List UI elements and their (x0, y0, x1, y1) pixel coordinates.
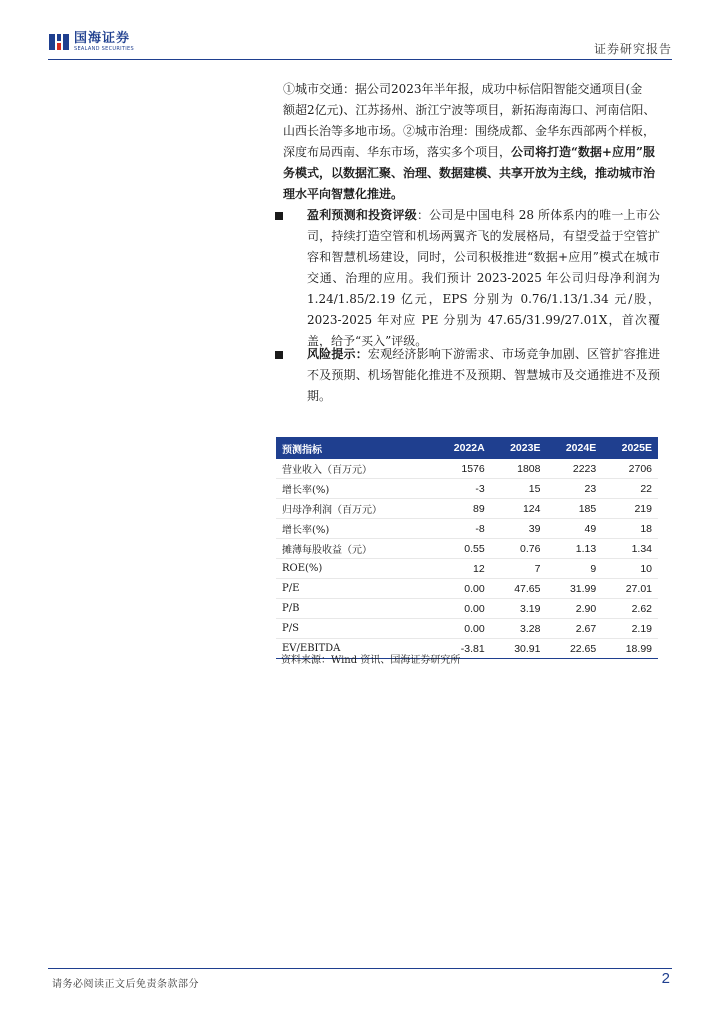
table-header-cell: 2025E (602, 437, 658, 459)
value-cell: 9 (546, 559, 602, 579)
row-label-cell: EV/EBITDA (276, 639, 434, 659)
table-row (276, 599, 658, 619)
value-cell: 3.28 (491, 619, 547, 639)
sealand-logo-icon (48, 31, 70, 53)
row-label-cell: P/B (276, 599, 434, 619)
city-business-paragraph (283, 79, 660, 205)
table-header-cell: 2023E (491, 437, 547, 459)
value-cell: 23 (546, 479, 602, 499)
value-cell: 47.65 (491, 579, 547, 599)
value-cell: 0.00 (434, 619, 491, 639)
value-cell: 1576 (434, 459, 491, 479)
value-cell: 7 (491, 559, 547, 579)
table-row (276, 559, 658, 579)
header-divider (48, 59, 672, 60)
value-cell: -3 (434, 479, 491, 499)
value-cell: 124 (491, 499, 547, 519)
footer-divider (48, 968, 672, 969)
bullet-heading: 风险提示： (307, 347, 368, 361)
table-source-note: 资料来源：Wind 资讯、国海证券研究所 (281, 655, 461, 666)
table-row (276, 619, 658, 639)
value-cell: 2.67 (546, 619, 602, 639)
row-label-cell: P/E (276, 579, 434, 599)
value-cell: 2.90 (546, 599, 602, 619)
row-label-cell: P/S (276, 619, 434, 639)
paragraph-emphasis: 公司将打造“数据+应用”服 (511, 145, 655, 159)
paragraph-emphasis: 务模式，以数据汇聚、治理、数据建模、共享开放为主线，推动城市治 (283, 166, 656, 180)
value-cell: 3.19 (491, 599, 547, 619)
paragraph-emphasis: 理水平向智慧化推进。 (283, 187, 404, 201)
logo-name-cn: 国海证券 (74, 31, 131, 46)
table-row (276, 519, 658, 539)
value-cell: 0.76 (491, 539, 547, 559)
value-cell: 39 (491, 519, 547, 539)
value-cell: 22.65 (546, 639, 602, 659)
page-number: 2 (661, 970, 670, 987)
table-row (276, 479, 658, 499)
row-label-cell: 增长率(%) (276, 519, 434, 539)
value-cell: 0.55 (434, 539, 491, 559)
value-cell: 30.91 (491, 639, 547, 659)
value-cell: 1808 (491, 459, 547, 479)
paragraph-line: 山西长治等多地市场。②城市治理：围绕成都、金华东西部两个样板， (283, 124, 656, 138)
table-row (276, 459, 658, 479)
paragraph-text: 深度布局西南、华东市场，落实多个项目， (283, 145, 512, 159)
bullet-text: 宏观经济影响下游需求、市场竞争加剧、区管扩容推进不及预期、机场智能化推进不及预期、智慧城市及交通推进不及预期。 (307, 347, 660, 403)
brand-logo (48, 31, 134, 53)
value-cell: 1.13 (546, 539, 602, 559)
row-label-cell: ROE(%) (276, 559, 434, 579)
row-label-cell: 营业收入（百万元） (276, 459, 434, 479)
value-cell: 15 (491, 479, 547, 499)
value-cell: 219 (602, 499, 658, 519)
square-bullet-icon (275, 351, 283, 359)
logo-name-en: SEALAND SECURITIES (74, 46, 134, 52)
value-cell: 18.99 (602, 639, 658, 659)
forecast-table (276, 437, 658, 659)
paragraph-line: 额超2亿元)、江苏扬州、浙江宁波等项目，新拓海南海口、河南信阳、 (283, 103, 656, 117)
value-cell: 2.62 (602, 599, 658, 619)
report-type-title: 证券研究报告 (593, 42, 672, 56)
value-cell: 2223 (546, 459, 602, 479)
paragraph-line (283, 142, 660, 163)
row-label-cell: 增长率(%) (276, 479, 434, 499)
value-cell: 0.00 (434, 579, 491, 599)
table-body (276, 459, 658, 659)
paragraph-line: ①城市交通：据公司2023年半年报，成功中标信阳智能交通项目(金 (283, 82, 643, 96)
table-row (276, 579, 658, 599)
table-row (276, 499, 658, 519)
risk-bullet (283, 344, 660, 407)
rating-bullet (283, 205, 660, 352)
footer-disclaimer: 请务必阅读正文后免责条款部分 (52, 979, 199, 990)
value-cell: 49 (546, 519, 602, 539)
value-cell: 0.00 (434, 599, 491, 619)
value-cell: 10 (602, 559, 658, 579)
row-label-cell: 归母净利润（百万元） (276, 499, 434, 519)
square-bullet-icon (275, 212, 283, 220)
table-header-row (276, 437, 658, 459)
row-label-cell: 摊薄每股收益（元） (276, 539, 434, 559)
value-cell: 27.01 (602, 579, 658, 599)
value-cell: 18 (602, 519, 658, 539)
value-cell: 22 (602, 479, 658, 499)
value-cell: 89 (434, 499, 491, 519)
value-cell: 2706 (602, 459, 658, 479)
value-cell: -8 (434, 519, 491, 539)
value-cell: 31.99 (546, 579, 602, 599)
table-header-cell: 预测指标 (276, 437, 434, 459)
value-cell: 2.19 (602, 619, 658, 639)
value-cell: 12 (434, 559, 491, 579)
bullet-heading: 盈利预测和投资评级 (307, 208, 417, 222)
value-cell: 185 (546, 499, 602, 519)
table-header-cell: 2022A (434, 437, 491, 459)
value-cell: -3.81 (434, 639, 491, 659)
table-header-cell: 2024E (546, 437, 602, 459)
table-row (276, 539, 658, 559)
value-cell: 1.34 (602, 539, 658, 559)
bullet-text: ：公司是中国电科 28 所体系内的唯一上市公司，持续打造空管和机场两翼齐飞的发展格局，有望受益于空管扩容和智慧机场建设，同时，公司积极推进“数据+应用”模式在城市交通、治理的应用。我们预计 2023-2025 年公司归母净利润为 1.24/1.85/2.19 亿元，EPS 分别为 0.76/1.13/1.34 元/股，2023-2025 年对应 PE 分别为 47.65/31.99/27.01X，首次覆盖，给予“买入”评级。 (307, 208, 660, 348)
